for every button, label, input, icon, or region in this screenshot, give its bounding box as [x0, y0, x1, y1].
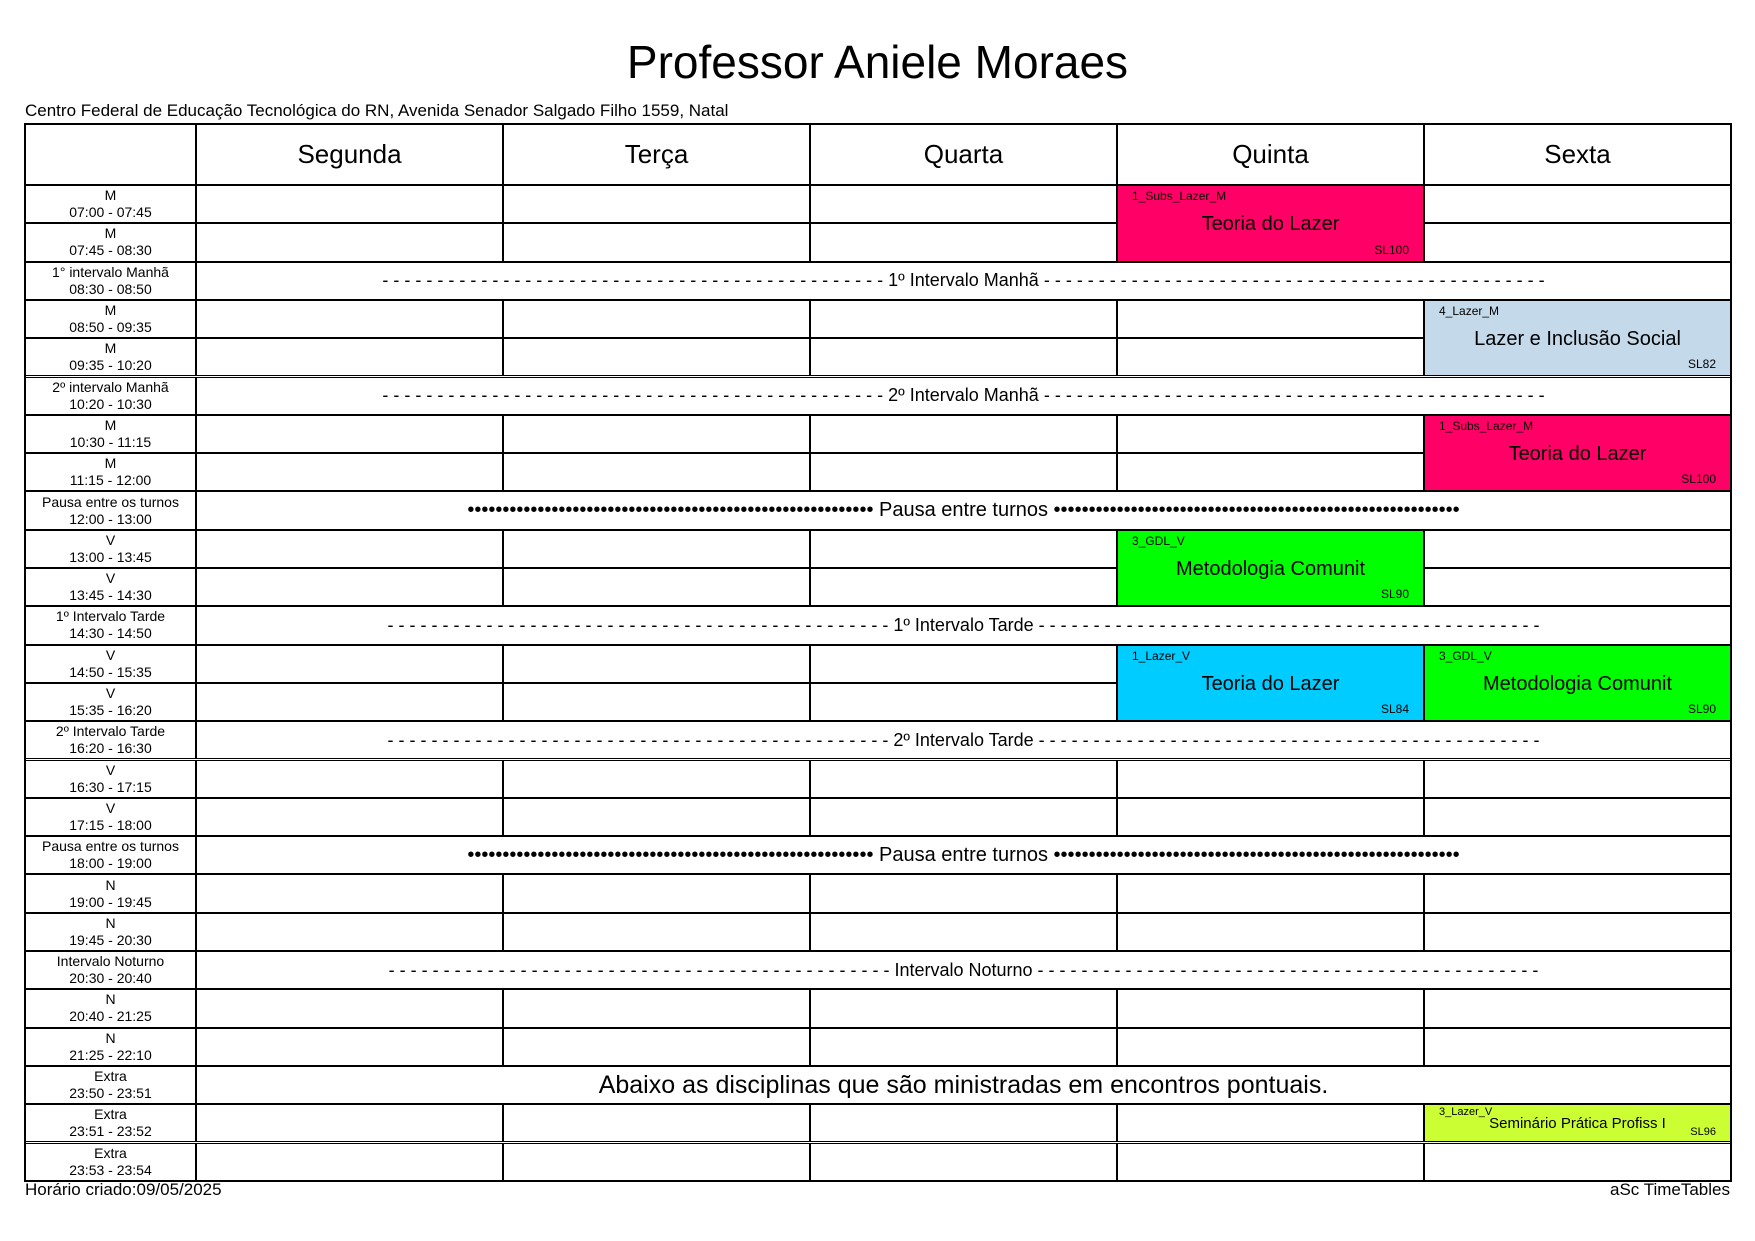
lesson-card[interactable]	[1117, 185, 1424, 262]
lesson-room: SL90	[1687, 702, 1716, 717]
period-label	[25, 415, 196, 453]
lesson-room: SL100	[1681, 472, 1716, 487]
break-band	[196, 262, 1731, 300]
school-address: Centro Federal de Educação Tecnológica do RN, Avenida Senador Salgado Filho 1559, Natal	[25, 101, 729, 120]
empty-slot	[810, 683, 1117, 721]
empty-slot	[196, 989, 503, 1027]
period-time: 19:45 - 20:30	[69, 931, 152, 948]
period-time: 16:30 - 17:15	[69, 778, 152, 795]
period-time: 08:50 - 09:35	[69, 319, 152, 336]
period-name: Pausa entre os turnos	[42, 838, 179, 855]
band-filler-right: - - - - - - - - - - - - - - - - - - - - - - - - - - - - - - - - - - - - - - - - - - - - - -	[1033, 614, 1540, 635]
period-name: N	[105, 876, 116, 893]
break-band	[196, 1066, 1731, 1104]
empty-slot	[810, 530, 1117, 568]
empty-slot	[196, 798, 503, 836]
period-name: M	[104, 340, 117, 357]
period-name: V	[105, 570, 116, 587]
software-brand: aSc TimeTables	[1610, 1180, 1730, 1199]
lesson-group: 3_Lazer_V	[1439, 1106, 1493, 1119]
lesson-card[interactable]	[1424, 300, 1731, 377]
day-header: Sexta	[1424, 124, 1731, 185]
lesson-subject: Teoria do Lazer	[1201, 672, 1340, 695]
empty-slot	[810, 913, 1117, 951]
period-time: 09:35 - 10:20	[69, 357, 152, 374]
empty-slot	[810, 338, 1117, 376]
empty-slot	[1424, 530, 1731, 568]
empty-slot	[503, 913, 810, 951]
period-label	[25, 683, 196, 721]
lesson-subject: Teoria do Lazer	[1201, 213, 1340, 236]
break-label: Pausa entre turnos	[879, 843, 1048, 866]
lesson-card[interactable]	[1117, 645, 1424, 722]
empty-slot	[1424, 1028, 1731, 1066]
period-label	[25, 1104, 196, 1142]
empty-slot	[503, 300, 810, 338]
period-label	[25, 453, 196, 491]
period-time: 13:45 - 14:30	[69, 587, 152, 604]
empty-slot	[196, 760, 503, 798]
lesson-group: 1_Subs_Lazer_M	[1132, 189, 1227, 203]
period-label	[25, 951, 196, 989]
period-time: 08:30 - 08:50	[69, 280, 152, 297]
empty-slot	[810, 874, 1117, 912]
period-label	[25, 1143, 196, 1181]
period-name: N	[105, 991, 116, 1008]
empty-slot	[1117, 415, 1424, 453]
break-band	[196, 721, 1731, 759]
break-band-line	[388, 615, 1540, 636]
empty-slot	[810, 989, 1117, 1027]
lesson-group: 1_Subs_Lazer_M	[1439, 418, 1534, 433]
empty-slot	[503, 874, 810, 912]
lesson-subject: Teoria do Lazer	[1508, 443, 1647, 466]
empty-slot	[1117, 913, 1424, 951]
break-band-line	[467, 844, 1459, 867]
period-name: V	[105, 531, 116, 548]
break-label: 2º Intervalo Manhã	[888, 385, 1039, 406]
empty-slot	[196, 1028, 503, 1066]
empty-slot	[503, 760, 810, 798]
empty-slot	[196, 568, 503, 606]
empty-slot	[196, 530, 503, 568]
band-filler-left: - - - - - - - - - - - - - - - - - - - - - - - - - - - - - - - - - - - - - - - - - - - - - -	[388, 959, 895, 980]
empty-slot	[810, 453, 1117, 491]
period-name: V	[105, 685, 116, 702]
period-name: M	[104, 455, 117, 472]
lesson-card[interactable]	[1424, 1104, 1731, 1142]
period-label	[25, 721, 196, 759]
lesson-subject: Metodologia Comunit	[1483, 672, 1672, 695]
lesson-group: 3_GDL_V	[1439, 648, 1492, 663]
period-name: N	[105, 914, 116, 931]
empty-slot	[1117, 300, 1424, 338]
break-label: 1º Intervalo Tarde	[893, 614, 1034, 635]
period-name: 2º Intervalo Tarde	[55, 723, 166, 740]
period-label	[25, 223, 196, 261]
period-name: Extra	[94, 1144, 127, 1161]
period-time: 20:30 - 20:40	[69, 970, 152, 987]
period-label	[25, 377, 196, 415]
day-header: Segunda	[196, 124, 503, 185]
empty-slot	[503, 683, 810, 721]
period-time: 21:25 - 22:10	[69, 1046, 152, 1063]
period-name: V	[105, 646, 116, 663]
lesson-group: 1_Lazer_V	[1132, 648, 1191, 663]
empty-slot	[810, 568, 1117, 606]
empty-slot	[1117, 338, 1424, 376]
empty-slot	[196, 1104, 503, 1142]
period-name: M	[104, 416, 117, 433]
period-label	[25, 606, 196, 644]
period-label	[25, 262, 196, 300]
period-name: 1º Intervalo Tarde	[55, 608, 166, 625]
empty-slot	[503, 453, 810, 491]
period-name: Extra	[94, 1106, 127, 1123]
empty-slot	[810, 645, 1117, 683]
period-name: M	[104, 225, 117, 242]
period-time: 07:45 - 08:30	[69, 242, 152, 259]
period-name: Pausa entre os turnos	[42, 493, 179, 510]
period-time: 14:50 - 15:35	[69, 663, 152, 680]
band-filler-right: ••••••••••••••••••••••••••••••••••••••••••••••••••••••••••	[1048, 499, 1460, 522]
empty-slot	[503, 185, 810, 223]
lesson-room: SL90	[1380, 587, 1409, 602]
empty-slot	[1117, 798, 1424, 836]
empty-slot	[810, 223, 1117, 261]
empty-slot	[196, 338, 503, 376]
day-header: Quarta	[810, 124, 1117, 185]
period-label	[25, 760, 196, 798]
band-filler-left: - - - - - - - - - - - - - - - - - - - - - - - - - - - - - - - - - - - - - - - - - - - - - -	[382, 270, 889, 291]
band-filler-left: ••••••••••••••••••••••••••••••••••••••••••••••••••••••••••	[467, 843, 879, 866]
band-filler-right: - - - - - - - - - - - - - - - - - - - - - - - - - - - - - - - - - - - - - - - - - - - - - -	[1038, 270, 1545, 291]
lesson-group: 4_Lazer_M	[1439, 303, 1500, 318]
empty-slot	[1424, 1143, 1731, 1181]
empty-slot	[810, 1028, 1117, 1066]
period-name: 1° intervalo Manhã	[52, 263, 169, 280]
empty-slot	[503, 798, 810, 836]
empty-slot	[196, 913, 503, 951]
break-band-line	[467, 499, 1459, 522]
period-time: 10:30 - 11:15	[69, 433, 152, 450]
empty-slot	[810, 798, 1117, 836]
empty-slot	[503, 338, 810, 376]
break-label: Pausa entre turnos	[879, 499, 1048, 522]
empty-slot	[503, 1028, 810, 1066]
period-label	[25, 1028, 196, 1066]
period-name: M	[104, 187, 117, 204]
period-name: Intervalo Noturno	[56, 953, 165, 970]
empty-slot	[810, 300, 1117, 338]
empty-slot	[810, 185, 1117, 223]
break-band	[196, 491, 1731, 529]
period-time: 17:15 - 18:00	[69, 816, 152, 833]
corner-cell	[25, 124, 196, 185]
lesson-group: 3_GDL_V	[1132, 533, 1185, 548]
period-time: 11:15 - 12:00	[69, 472, 152, 489]
day-header: Quinta	[1117, 124, 1424, 185]
empty-slot	[196, 453, 503, 491]
empty-slot	[503, 568, 810, 606]
period-time: 10:20 - 10:30	[69, 395, 152, 412]
band-filler-right: - - - - - - - - - - - - - - - - - - - - - - - - - - - - - - - - - - - - - - - - - - - - - -	[1038, 385, 1545, 406]
period-label	[25, 338, 196, 376]
empty-slot	[810, 760, 1117, 798]
page-title: Professor Aniele Moraes	[626, 36, 1129, 88]
period-label	[25, 874, 196, 912]
period-label	[25, 491, 196, 529]
empty-slot	[1117, 1028, 1424, 1066]
lesson-subject: Lazer e Inclusão Social	[1474, 328, 1681, 351]
empty-slot	[1117, 989, 1424, 1027]
period-time: 14:30 - 14:50	[69, 625, 152, 642]
empty-slot	[810, 415, 1117, 453]
empty-slot	[1117, 874, 1424, 912]
header-divider	[25, 184, 1731, 186]
period-name: V	[105, 761, 116, 778]
empty-slot	[1424, 568, 1731, 606]
empty-slot	[196, 185, 503, 223]
break-label: 1º Intervalo Manhã	[888, 270, 1039, 291]
empty-slot	[1424, 223, 1731, 261]
period-name: M	[104, 302, 117, 319]
empty-slot	[1117, 760, 1424, 798]
period-time: 20:40 - 21:25	[69, 1008, 152, 1025]
period-label	[25, 989, 196, 1027]
period-time: 13:00 - 13:45	[69, 548, 152, 565]
period-name: Extra	[94, 1068, 127, 1085]
empty-slot	[196, 223, 503, 261]
band-filler-right: - - - - - - - - - - - - - - - - - - - - - - - - - - - - - - - - - - - - - - - - - - - - - -	[1032, 959, 1539, 980]
empty-slot	[1117, 1143, 1424, 1181]
empty-slot	[196, 300, 503, 338]
break-band-line	[382, 385, 1544, 406]
period-name: N	[105, 1029, 116, 1046]
empty-slot	[503, 1143, 810, 1181]
lesson-room: SL96	[1690, 1126, 1716, 1139]
period-time: 23:50 - 23:51	[69, 1085, 152, 1102]
empty-slot	[196, 415, 503, 453]
empty-slot	[196, 874, 503, 912]
empty-slot	[1117, 453, 1424, 491]
period-time: 07:00 - 07:45	[69, 204, 152, 221]
lesson-card[interactable]	[1117, 530, 1424, 607]
band-filler-left: - - - - - - - - - - - - - - - - - - - - - - - - - - - - - - - - - - - - - - - - - - - - - -	[387, 614, 894, 635]
period-name: V	[105, 799, 116, 816]
break-band	[196, 377, 1731, 415]
break-band	[196, 606, 1731, 644]
empty-slot	[1424, 989, 1731, 1027]
empty-slot	[503, 530, 810, 568]
period-label	[25, 568, 196, 606]
empty-slot	[1424, 874, 1731, 912]
empty-slot	[1424, 185, 1731, 223]
period-time: 23:53 - 23:54	[69, 1161, 152, 1178]
lesson-card[interactable]	[1424, 415, 1731, 492]
period-time: 16:20 - 16:30	[69, 740, 152, 757]
break-band-line	[389, 960, 1539, 981]
period-label	[25, 1066, 196, 1104]
lesson-subject: Metodologia Comunit	[1176, 557, 1365, 580]
break-band	[196, 951, 1731, 989]
period-time: 15:35 - 16:20	[69, 702, 152, 719]
empty-slot	[503, 989, 810, 1027]
break-label: Intervalo Noturno	[894, 959, 1033, 980]
band-filler-left: - - - - - - - - - - - - - - - - - - - - - - - - - - - - - - - - - - - - - - - - - - - - - -	[387, 729, 894, 750]
lesson-room: SL82	[1687, 357, 1716, 372]
band-filler-right: - - - - - - - - - - - - - - - - - - - - - - - - - - - - - - - - - - - - - - - - - - - - - -	[1033, 729, 1540, 750]
band-filler-left: - - - - - - - - - - - - - - - - - - - - - - - - - - - - - - - - - - - - - - - - - - - - - -	[382, 385, 889, 406]
break-band-line	[382, 270, 1544, 291]
period-label	[25, 798, 196, 836]
period-name: 2º intervalo Manhã	[52, 378, 169, 395]
lesson-room: SL84	[1380, 702, 1409, 717]
lesson-room: SL100	[1374, 242, 1409, 257]
empty-slot	[1424, 798, 1731, 836]
period-label	[25, 530, 196, 568]
empty-slot	[503, 1104, 810, 1142]
note-text: Abaixo as disciplinas que são ministradas em encontros pontuais.	[598, 1070, 1329, 1099]
empty-slot	[196, 1143, 503, 1181]
lesson-subject: Seminário Prática Profiss I	[1489, 1115, 1666, 1133]
period-label	[25, 185, 196, 223]
empty-slot	[196, 683, 503, 721]
empty-slot	[1117, 1104, 1424, 1142]
empty-slot	[810, 1143, 1117, 1181]
empty-slot	[1424, 913, 1731, 951]
break-band	[196, 836, 1731, 874]
empty-slot	[503, 223, 810, 261]
band-filler-right: ••••••••••••••••••••••••••••••••••••••••••••••••••••••••••	[1048, 843, 1460, 866]
band-filler-left: ••••••••••••••••••••••••••••••••••••••••••••••••••••••••••	[467, 499, 879, 522]
period-label	[25, 913, 196, 951]
empty-slot	[810, 1104, 1117, 1142]
period-time: 19:00 - 19:45	[69, 893, 152, 910]
period-label	[25, 836, 196, 874]
period-time: 12:00 - 13:00	[69, 510, 152, 527]
empty-slot	[1424, 760, 1731, 798]
period-time: 23:51 - 23:52	[69, 1123, 152, 1140]
day-header: Terça	[503, 124, 810, 185]
break-band-line	[388, 730, 1540, 751]
period-label	[25, 300, 196, 338]
lesson-card[interactable]	[1424, 645, 1731, 722]
period-time: 18:00 - 19:00	[69, 855, 152, 872]
empty-slot	[503, 645, 810, 683]
period-label	[25, 645, 196, 683]
created-date: Horário criado:09/05/2025	[25, 1180, 222, 1199]
empty-slot	[503, 415, 810, 453]
break-label: 2º Intervalo Tarde	[893, 729, 1034, 750]
empty-slot	[196, 645, 503, 683]
